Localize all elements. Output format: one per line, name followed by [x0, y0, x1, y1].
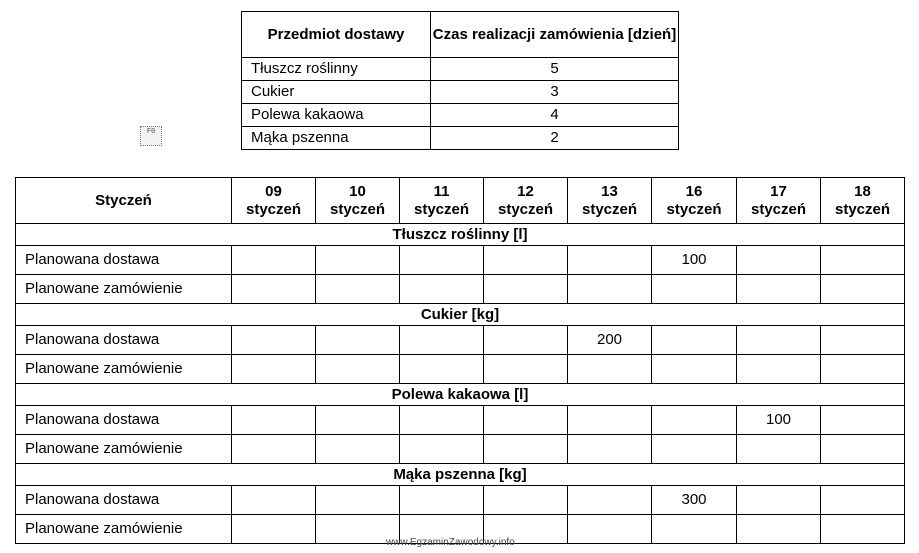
- row-label: Planowana dostawa: [16, 486, 232, 515]
- schedule-cell[interactable]: [400, 406, 484, 435]
- schedule-cell[interactable]: [232, 515, 316, 544]
- schedule-cell[interactable]: [821, 406, 905, 435]
- schedule-cell[interactable]: [316, 435, 400, 464]
- date-month: styczeń: [497, 200, 554, 218]
- schedule-cell[interactable]: [400, 355, 484, 384]
- schedule-cell[interactable]: [737, 246, 821, 275]
- table-row: [242, 81, 679, 104]
- planned-delivery-row: [16, 486, 905, 515]
- row-label: Planowane zamówienie: [16, 515, 232, 544]
- table-row: [242, 104, 679, 127]
- planned-order-row: [16, 355, 905, 384]
- lead-header-days: Czas realizacji zamówienia [dzień]: [431, 12, 679, 58]
- schedule-cell[interactable]: [821, 435, 905, 464]
- schedule-cell[interactable]: [821, 326, 905, 355]
- section-row: [16, 464, 905, 486]
- schedule-cell[interactable]: [568, 275, 652, 304]
- lead-item-days: 3: [431, 81, 679, 104]
- lead-header-item: Przedmiot dostawy: [242, 12, 431, 58]
- schedule-cell[interactable]: [568, 406, 652, 435]
- row-label: Planowane zamówienie: [16, 435, 232, 464]
- date-header: [821, 178, 905, 224]
- lead-item-days: 2: [431, 127, 679, 150]
- schedule-cell[interactable]: [400, 275, 484, 304]
- schedule-cell[interactable]: 100: [737, 406, 821, 435]
- lead-item-name: Mąka pszenna: [242, 127, 431, 150]
- schedule-cell[interactable]: [737, 486, 821, 515]
- schedule-cell[interactable]: [484, 246, 568, 275]
- date-day: 13: [601, 182, 618, 200]
- schedule-table: [15, 177, 905, 544]
- section-title: Mąka pszenna [kg]: [16, 464, 905, 486]
- date-month: styczeń: [581, 200, 638, 218]
- table-row: [242, 127, 679, 150]
- form-field-icon: [140, 126, 162, 146]
- row-label: Planowane zamówienie: [16, 275, 232, 304]
- schedule-cell[interactable]: [652, 406, 737, 435]
- schedule-cell[interactable]: [232, 275, 316, 304]
- date-header: [484, 178, 568, 224]
- schedule-cell[interactable]: [316, 326, 400, 355]
- schedule-body: [16, 224, 905, 544]
- schedule-cell[interactable]: [568, 246, 652, 275]
- section-row: [16, 224, 905, 246]
- date-day: 11: [433, 182, 450, 200]
- schedule-cell[interactable]: [821, 515, 905, 544]
- schedule-cell[interactable]: [821, 246, 905, 275]
- planned-delivery-row: [16, 246, 905, 275]
- schedule-cell[interactable]: [568, 435, 652, 464]
- schedule-cell[interactable]: [568, 355, 652, 384]
- row-label: Planowana dostawa: [16, 406, 232, 435]
- schedule-cell[interactable]: [484, 275, 568, 304]
- schedule-cell[interactable]: [400, 246, 484, 275]
- schedule-cell[interactable]: [316, 355, 400, 384]
- date-header: [316, 178, 400, 224]
- row-label: Planowane zamówienie: [16, 355, 232, 384]
- schedule-cell[interactable]: [821, 275, 905, 304]
- lead-item-days: 4: [431, 104, 679, 127]
- date-month: styczeń: [245, 200, 302, 218]
- date-day: 10: [349, 182, 366, 200]
- date-header: [652, 178, 737, 224]
- date-day: 17: [770, 182, 787, 200]
- section-title: Polewa kakaowa [l]: [16, 384, 905, 406]
- section-row: [16, 304, 905, 326]
- lead-item-name: Tłuszcz roślinny: [242, 58, 431, 81]
- date-day: 18: [854, 182, 871, 200]
- schedule-cell[interactable]: [232, 406, 316, 435]
- date-day: 12: [517, 182, 534, 200]
- section-title: Tłuszcz roślinny [l]: [16, 224, 905, 246]
- schedule-cell[interactable]: [232, 435, 316, 464]
- planned-order-row: [16, 435, 905, 464]
- schedule-cell[interactable]: [652, 515, 737, 544]
- schedule-cell[interactable]: 200: [568, 326, 652, 355]
- schedule-cell[interactable]: [484, 326, 568, 355]
- date-month: styczeń: [750, 200, 807, 218]
- date-month: styczeń: [834, 200, 891, 218]
- lead-item-name: Cukier: [242, 81, 431, 104]
- date-month: styczeń: [413, 200, 470, 218]
- date-header: [400, 178, 484, 224]
- schedule-cell[interactable]: [232, 246, 316, 275]
- schedule-cell[interactable]: [737, 435, 821, 464]
- schedule-cell[interactable]: [652, 355, 737, 384]
- schedule-cell[interactable]: [316, 275, 400, 304]
- schedule-cell[interactable]: [568, 515, 652, 544]
- row-label: Planowana dostawa: [16, 326, 232, 355]
- schedule-cell[interactable]: [316, 246, 400, 275]
- table-row: [242, 58, 679, 81]
- schedule-cell[interactable]: [737, 275, 821, 304]
- watermark: www.EgzaminZawodowy.info: [386, 537, 515, 548]
- schedule-cell[interactable]: [400, 486, 484, 515]
- schedule-cell[interactable]: [232, 355, 316, 384]
- section-row: [16, 384, 905, 406]
- schedule-cell[interactable]: [484, 406, 568, 435]
- planned-order-row: [16, 275, 905, 304]
- schedule-cell[interactable]: [232, 326, 316, 355]
- schedule-cell[interactable]: 300: [652, 486, 737, 515]
- date-header: [568, 178, 652, 224]
- date-header: [232, 178, 316, 224]
- row-label: Planowana dostawa: [16, 246, 232, 275]
- schedule-cell[interactable]: [737, 326, 821, 355]
- lead-time-table: [241, 11, 679, 150]
- schedule-cell[interactable]: [568, 486, 652, 515]
- schedule-cell[interactable]: [232, 486, 316, 515]
- schedule-cell[interactable]: [484, 486, 568, 515]
- schedule-cell[interactable]: [400, 326, 484, 355]
- lead-table-header-row: [242, 12, 679, 58]
- schedule-cell[interactable]: [821, 486, 905, 515]
- schedule-cell[interactable]: [484, 435, 568, 464]
- date-day: 09: [265, 182, 282, 200]
- date-month: styczeń: [666, 200, 722, 218]
- schedule-cell[interactable]: [316, 406, 400, 435]
- corner-header: Styczeń: [16, 178, 232, 224]
- schedule-header-row: [16, 178, 905, 224]
- schedule-cell[interactable]: [652, 326, 737, 355]
- schedule-cell[interactable]: [652, 435, 737, 464]
- schedule-cell[interactable]: 100: [652, 246, 737, 275]
- schedule-cell[interactable]: [821, 355, 905, 384]
- form-field-icon-label: F0: [146, 127, 156, 135]
- planned-delivery-row: [16, 326, 905, 355]
- schedule-cell[interactable]: [737, 515, 821, 544]
- lead-item-name: Polewa kakaowa: [242, 104, 431, 127]
- section-title: Cukier [kg]: [16, 304, 905, 326]
- date-day: 16: [685, 182, 703, 200]
- schedule-cell[interactable]: [484, 355, 568, 384]
- lead-item-days: 5: [431, 58, 679, 81]
- schedule-cell[interactable]: [652, 275, 737, 304]
- planned-delivery-row: [16, 406, 905, 435]
- schedule-cell[interactable]: [737, 355, 821, 384]
- date-header: [737, 178, 821, 224]
- schedule-cell[interactable]: [400, 435, 484, 464]
- schedule-cell[interactable]: [316, 486, 400, 515]
- date-month: styczeń: [329, 200, 386, 218]
